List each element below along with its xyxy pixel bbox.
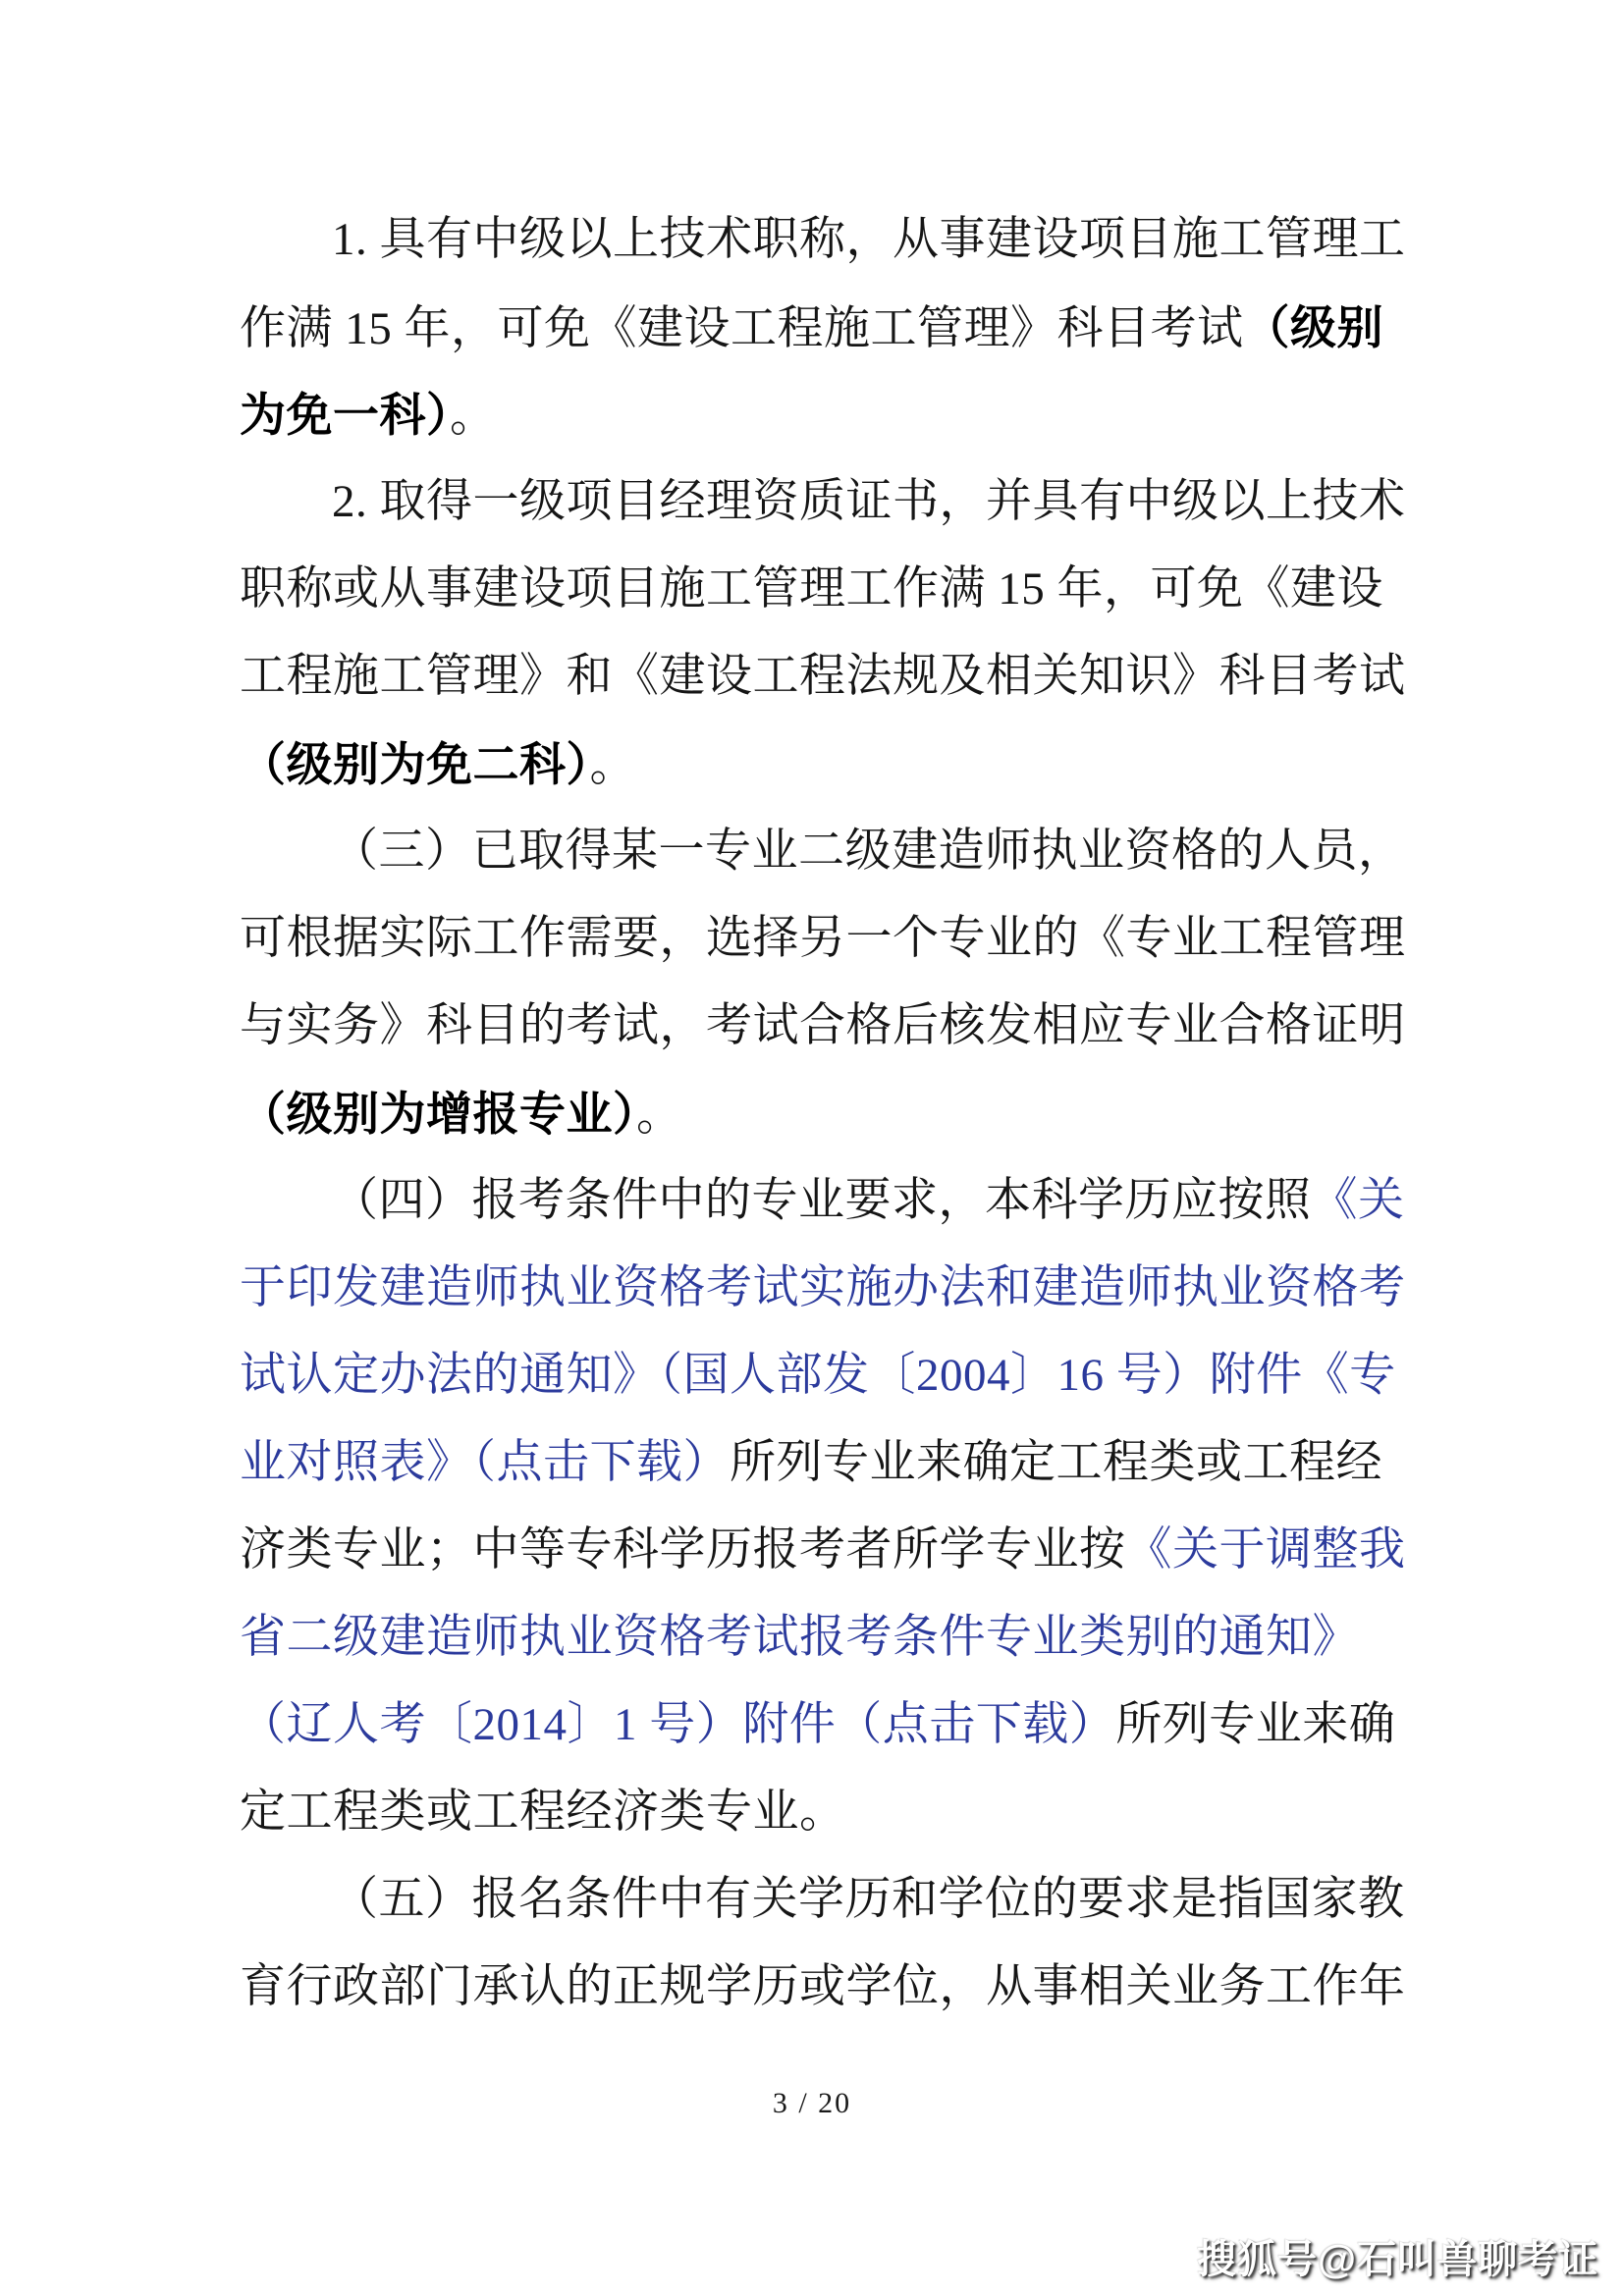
text-line (240, 721, 1487, 808)
text-line (240, 546, 1487, 633)
text-segment: （级别为增报专业） (240, 1088, 636, 1140)
text-segment: 职称或从事建设项目施工管理工作满 15 年，可免《建设 (240, 563, 1383, 614)
text-segment: （级别为免二科） (240, 738, 590, 790)
text-segment: 。 (589, 740, 636, 791)
hyperlink-text[interactable]: 《关 (1311, 1175, 1405, 1226)
text-segment: 所列专业来确 (1115, 1699, 1396, 1750)
text-segment: 2. 取得一级项目经理资质证书，并具有中级以上技术 (332, 476, 1406, 527)
text-line (240, 808, 1487, 895)
text-line (240, 633, 1487, 721)
text-line (240, 371, 1487, 458)
text-segment: 1. 具有中级以上技术职称，从事建设项目施工管理工 (332, 214, 1406, 265)
hyperlink-text[interactable]: 《关于调整我 (1125, 1524, 1406, 1575)
text-segment: 与实务》科目的考试，考试合格后核发相应专业合格证明 (240, 1000, 1406, 1051)
text-line (240, 458, 1487, 546)
watermark: 搜狐号@石叫兽聊考证 (1196, 2238, 1598, 2281)
text-line (240, 1944, 1487, 2031)
text-segment: 工程施工管理》和《建设工程法规及相关知识》科目考试 (240, 651, 1406, 702)
text-segment: 。 (636, 1090, 683, 1141)
text-segment: 所列专业来确定工程类或工程经 (730, 1437, 1382, 1488)
text-line (240, 895, 1487, 983)
text-line (240, 1856, 1487, 1944)
hyperlink-text[interactable]: 试认定办法的通知》（国人部发〔2004〕16 号）附件《专 (240, 1350, 1396, 1401)
text-segment: （三）已取得某一专业二级建造师执业资格的人员， (332, 826, 1405, 877)
text-line (240, 1507, 1487, 1594)
hyperlink-text[interactable]: （辽人考〔2014〕1 号）附件（点击下载） (240, 1699, 1116, 1750)
text-line (240, 1682, 1487, 1769)
text-segment: （四）报考条件中的专业要求，本科学历应按照 (332, 1175, 1312, 1226)
hyperlink-text[interactable]: 于印发建造师执业资格考试实施办法和建造师执业资格考 (240, 1262, 1406, 1313)
document-body (240, 196, 1487, 2031)
text-line (240, 1419, 1487, 1507)
text-segment: 可根据实际工作需要，选择另一个专业的《专业工程管理 (240, 913, 1406, 964)
text-segment: 作满 15 年，可免《建设工程施工管理》科目考试 (240, 303, 1244, 354)
text-segment: 定工程类或工程经济类专业。 (240, 1787, 846, 1838)
page-number: 3 / 20 (772, 2087, 852, 2119)
hyperlink-text[interactable]: 省二级建造师执业资格考试报考条件专业类别的通知》 (240, 1612, 1359, 1663)
text-line (240, 1769, 1487, 1856)
text-segment: 。 (450, 391, 497, 442)
text-line (240, 1070, 1487, 1157)
text-segment: 济类专业；中等专科学历报考者所学专业按 (240, 1524, 1126, 1575)
text-line (240, 1594, 1487, 1682)
text-segment: 育行政部门承认的正规学历或学位，从事相关业务工作年 (240, 1961, 1406, 2012)
text-line (240, 1157, 1487, 1245)
hyperlink-text[interactable]: 业对照表》（点击下载） (240, 1437, 730, 1488)
text-line (240, 284, 1487, 371)
text-line (240, 1245, 1487, 1332)
text-line (240, 196, 1487, 284)
text-line (240, 1332, 1487, 1419)
text-segment: （五）报名条件中有关学历和学位的要求是指国家教 (332, 1874, 1405, 1925)
text-line (240, 983, 1487, 1070)
text-segment: 为免一科） (240, 389, 450, 441)
text-segment: （级别 (1243, 301, 1383, 353)
